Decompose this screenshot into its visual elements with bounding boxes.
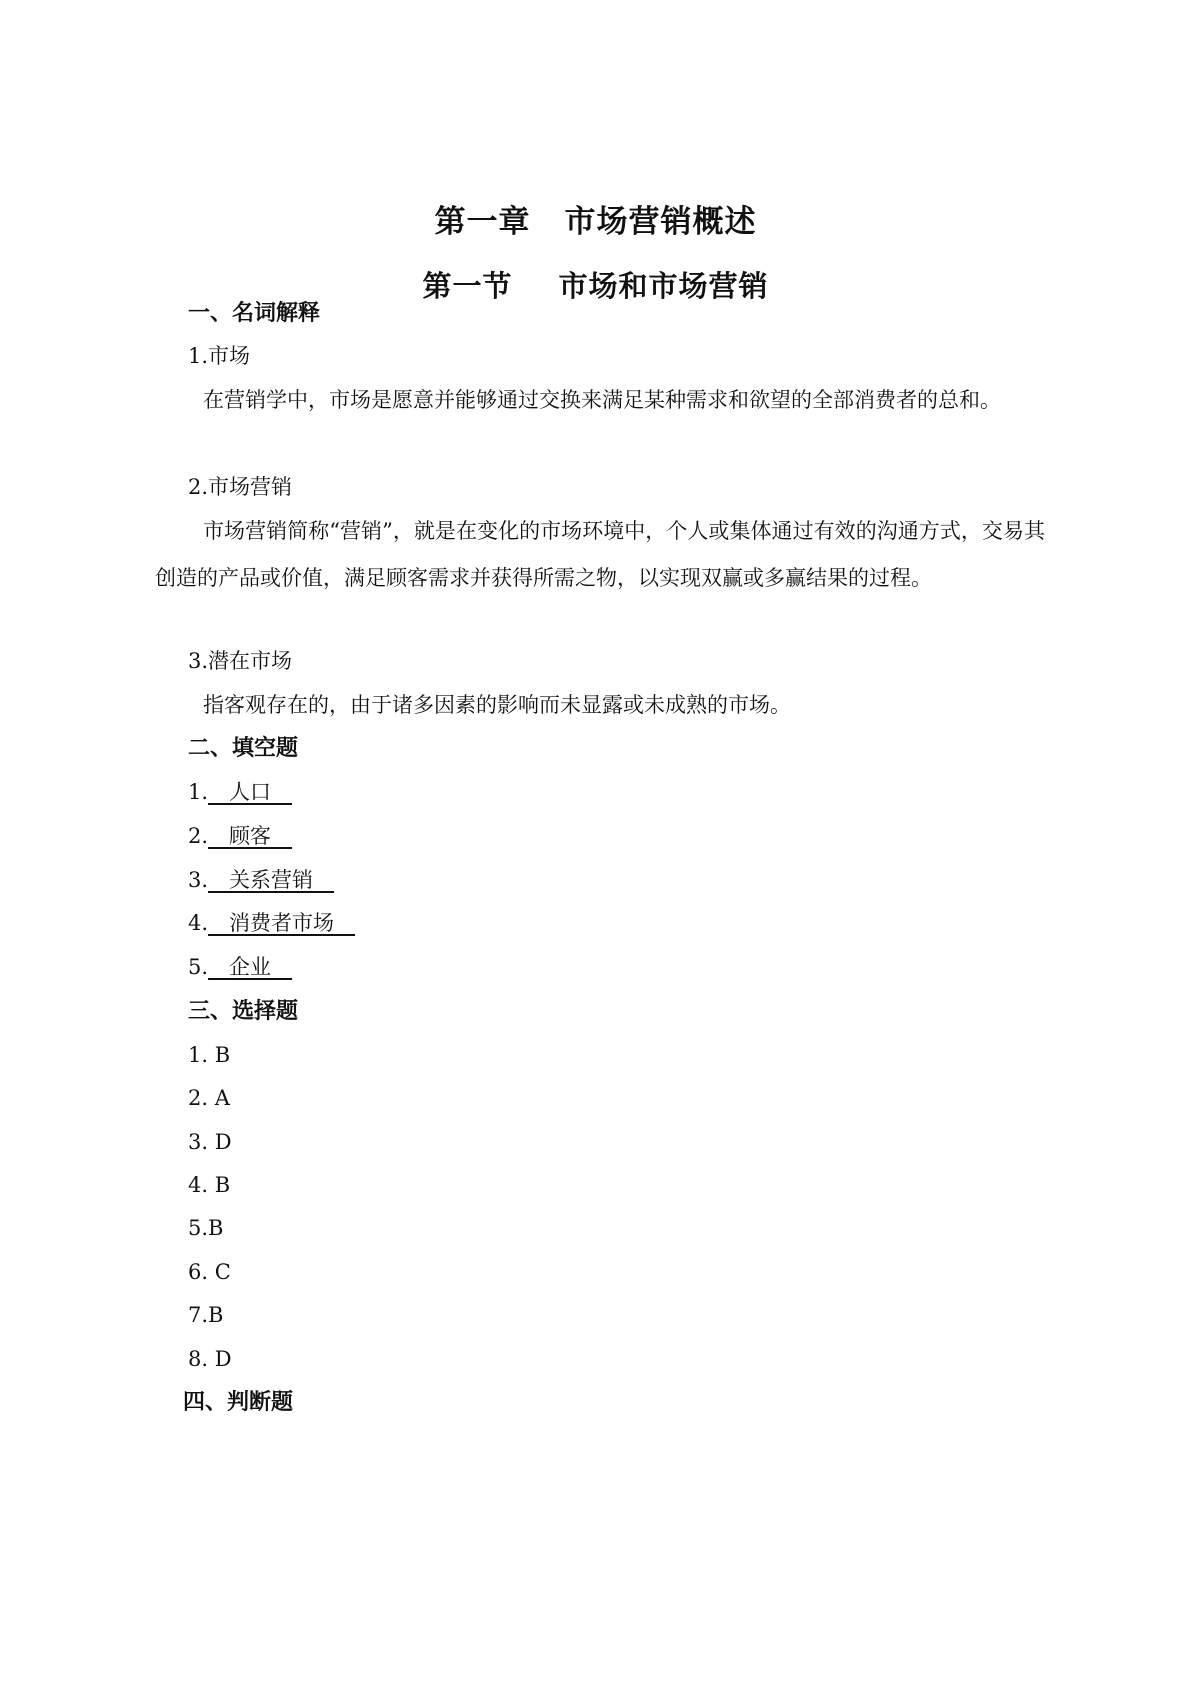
section-title xyxy=(0,264,1191,305)
choice-answer: 7.B xyxy=(188,1303,224,1327)
blank-number: 1. xyxy=(188,780,209,804)
definition-1: 在营销学中，市场是愿意并能够通过交换来满足某种需求和欲望的全部消费者的总和。 xyxy=(203,388,1001,412)
blank-answer: __企业__ xyxy=(208,955,293,979)
choice-answer: 6. C xyxy=(188,1260,231,1284)
blank-answer: __顾客__ xyxy=(208,824,293,848)
blank-number: 2. xyxy=(188,824,209,848)
chapter-name: 市场营销概述 xyxy=(564,204,757,240)
heading-term-definitions: 一、名词解释 xyxy=(188,300,321,326)
heading-fill-in-blank: 二、填空题 xyxy=(188,735,299,761)
heading-true-false: 四、判断题 xyxy=(183,1389,294,1415)
blank-number: 3. xyxy=(188,868,209,892)
term-1: 1.市场 xyxy=(188,344,251,368)
choice-answer: 3. D xyxy=(188,1130,232,1154)
blank-answer: __关系营销__ xyxy=(208,868,335,892)
blank-item xyxy=(188,865,334,895)
blank-item xyxy=(188,821,292,851)
blank-number: 4. xyxy=(188,911,209,935)
blank-answer: __人口__ xyxy=(208,780,293,804)
definition-2: 市场营销简称“营销”，就是在变化的市场环境中，个人或集体通过有效的沟通方式，交易其创造的产品或价值，满足顾客需求并获得所需之物，以实现双赢或多赢结果的过程。 xyxy=(155,519,1045,590)
choice-answer: 2. A xyxy=(188,1086,230,1110)
section-name: 市场和市场营销 xyxy=(558,269,769,303)
blank-answer: __消费者市场__ xyxy=(208,911,356,935)
heading-multiple-choice: 三、选择题 xyxy=(188,998,299,1024)
term-2: 2.市场营销 xyxy=(188,475,293,499)
term-3: 3.潜在市场 xyxy=(188,649,293,673)
choice-answer: 8. D xyxy=(188,1347,232,1371)
chapter-title xyxy=(0,196,1191,241)
choice-answer: 4. B xyxy=(188,1173,231,1197)
definition-3: 指客观存在的，由于诸多因素的影响而未显露或未成熟的市场。 xyxy=(203,693,791,717)
blank-item xyxy=(188,952,292,982)
blank-number: 5. xyxy=(188,955,209,979)
choice-answer: 1. B xyxy=(188,1043,231,1067)
choice-answer: 5.B xyxy=(188,1216,224,1240)
blank-item xyxy=(188,777,292,807)
chapter-number: 第一章 xyxy=(434,204,531,240)
section-number: 第一节 xyxy=(422,269,513,303)
blank-item xyxy=(188,908,355,938)
